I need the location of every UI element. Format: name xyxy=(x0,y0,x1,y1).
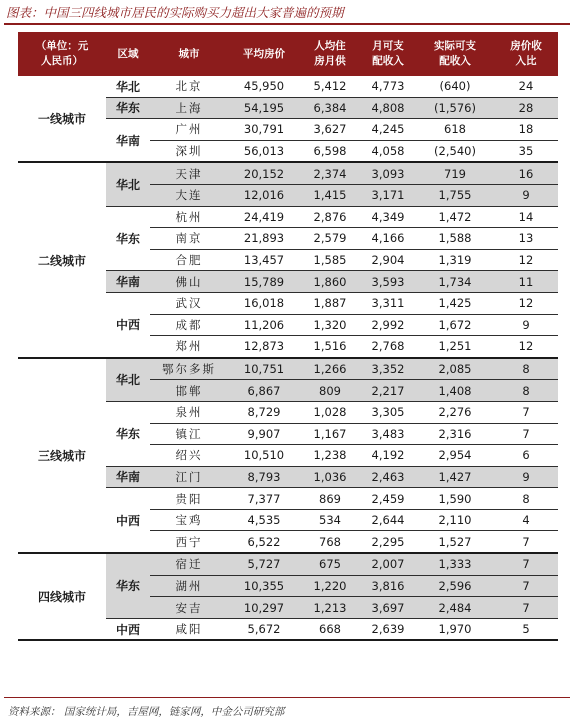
income-cell: 2,007 xyxy=(360,553,416,575)
city-cell: 上海 xyxy=(150,97,228,119)
region-cell: 华东 xyxy=(106,401,150,466)
ratio-cell: 24 xyxy=(494,76,558,97)
real-income-cell: 2,596 xyxy=(416,575,494,597)
city-cell: 邯郸 xyxy=(150,380,228,402)
region-cell: 华北 xyxy=(106,76,150,97)
city-cell: 宿迁 xyxy=(150,553,228,575)
ratio-cell: 12 xyxy=(494,336,558,358)
real-income-cell: 2,954 xyxy=(416,445,494,467)
price-cell: 11,206 xyxy=(228,314,300,336)
ratio-cell: 4 xyxy=(494,509,558,531)
price-cell: 6,867 xyxy=(228,380,300,402)
city-cell: 大连 xyxy=(150,184,228,206)
ratio-cell: 13 xyxy=(494,228,558,250)
ratio-cell: 7 xyxy=(494,531,558,553)
city-cell: 深圳 xyxy=(150,140,228,162)
city-cell: 广州 xyxy=(150,119,228,141)
title-rule xyxy=(4,23,570,25)
ratio-cell: 5 xyxy=(494,618,558,640)
price-cell: 4,535 xyxy=(228,509,300,531)
income-cell: 2,992 xyxy=(360,314,416,336)
region-cell: 中西 xyxy=(106,292,150,357)
real-income-cell: 1,319 xyxy=(416,249,494,271)
mortgage-cell: 6,384 xyxy=(300,97,360,119)
income-cell: 4,245 xyxy=(360,119,416,141)
real-income-cell: 719 xyxy=(416,162,494,184)
table-row xyxy=(18,553,558,575)
region-cell: 中西 xyxy=(106,488,150,553)
region-cell: 华南 xyxy=(106,466,150,488)
source-rule xyxy=(4,697,570,698)
price-cell: 8,729 xyxy=(228,401,300,423)
mortgage-cell: 2,374 xyxy=(300,162,360,184)
income-cell: 3,311 xyxy=(360,292,416,314)
city-cell: 镇江 xyxy=(150,423,228,445)
region-cell: 华东 xyxy=(106,553,150,618)
price-cell: 15,789 xyxy=(228,271,300,293)
real-income-cell: 1,527 xyxy=(416,531,494,553)
real-income-cell: 2,110 xyxy=(416,509,494,531)
region-cell: 华南 xyxy=(106,119,150,163)
real-income-cell: 1,251 xyxy=(416,336,494,358)
mortgage-cell: 1,887 xyxy=(300,292,360,314)
real-income-cell: 1,970 xyxy=(416,618,494,640)
real-income-cell: 1,408 xyxy=(416,380,494,402)
income-cell: 3,593 xyxy=(360,271,416,293)
ratio-cell: 7 xyxy=(494,597,558,619)
mortgage-cell: 768 xyxy=(300,531,360,553)
real-income-cell: 1,588 xyxy=(416,228,494,250)
table-row xyxy=(18,162,558,184)
city-cell: 鄂尔多斯 xyxy=(150,358,228,380)
real-income-cell: 2,276 xyxy=(416,401,494,423)
real-income-cell: 1,672 xyxy=(416,314,494,336)
real-income-cell: 2,085 xyxy=(416,358,494,380)
region-cell: 华北 xyxy=(106,358,150,402)
header-city: 城市 xyxy=(150,32,228,76)
ratio-cell: 8 xyxy=(494,488,558,510)
ratio-cell: 7 xyxy=(494,575,558,597)
real-income-cell: 1,472 xyxy=(416,206,494,228)
header-mortgage: 人均住 房月供 xyxy=(300,32,360,76)
real-income-cell: 2,316 xyxy=(416,423,494,445)
city-cell: 武汉 xyxy=(150,292,228,314)
mortgage-cell: 1,036 xyxy=(300,466,360,488)
mortgage-cell: 1,028 xyxy=(300,401,360,423)
ratio-cell: 7 xyxy=(494,553,558,575)
header-real-income: 实际可支 配收入 xyxy=(416,32,494,76)
mortgage-cell: 1,585 xyxy=(300,249,360,271)
source-note: 资料来源： 国家统计局，吉屋网，链家网，中金公司研究部 xyxy=(8,706,285,718)
mortgage-cell: 1,213 xyxy=(300,597,360,619)
income-cell: 3,171 xyxy=(360,184,416,206)
real-income-cell: 618 xyxy=(416,119,494,141)
mortgage-cell: 5,412 xyxy=(300,76,360,97)
table-body xyxy=(18,76,558,640)
income-cell: 3,305 xyxy=(360,401,416,423)
price-cell: 7,377 xyxy=(228,488,300,510)
ratio-cell: 12 xyxy=(494,249,558,271)
price-cell: 10,355 xyxy=(228,575,300,597)
city-cell: 合肥 xyxy=(150,249,228,271)
income-cell: 2,295 xyxy=(360,531,416,553)
income-cell: 2,217 xyxy=(360,380,416,402)
header-price: 平均房价 xyxy=(228,32,300,76)
header-income: 月可支 配收入 xyxy=(360,32,416,76)
city-cell: 天津 xyxy=(150,162,228,184)
mortgage-cell: 1,320 xyxy=(300,314,360,336)
header-ratio: 房价收 入比 xyxy=(494,32,558,76)
price-cell: 6,522 xyxy=(228,531,300,553)
price-cell: 12,873 xyxy=(228,336,300,358)
mortgage-cell: 2,876 xyxy=(300,206,360,228)
price-cell: 5,672 xyxy=(228,618,300,640)
mortgage-cell: 1,220 xyxy=(300,575,360,597)
ratio-cell: 7 xyxy=(494,423,558,445)
city-cell: 杭州 xyxy=(150,206,228,228)
table-header-row xyxy=(18,32,558,76)
income-cell: 2,644 xyxy=(360,509,416,531)
price-cell: 24,419 xyxy=(228,206,300,228)
purchasing-power-table xyxy=(18,32,558,641)
city-cell: 南京 xyxy=(150,228,228,250)
price-cell: 20,152 xyxy=(228,162,300,184)
city-cell: 宝鸡 xyxy=(150,509,228,531)
real-income-cell: 2,484 xyxy=(416,597,494,619)
income-cell: 3,352 xyxy=(360,358,416,380)
city-cell: 泉州 xyxy=(150,401,228,423)
income-cell: 3,483 xyxy=(360,423,416,445)
income-cell: 4,808 xyxy=(360,97,416,119)
ratio-cell: 16 xyxy=(494,162,558,184)
price-cell: 8,793 xyxy=(228,466,300,488)
price-cell: 54,195 xyxy=(228,97,300,119)
mortgage-cell: 6,598 xyxy=(300,140,360,162)
price-cell: 30,791 xyxy=(228,119,300,141)
ratio-cell: 6 xyxy=(494,445,558,467)
mortgage-cell: 1,266 xyxy=(300,358,360,380)
city-cell: 安吉 xyxy=(150,597,228,619)
region-cell: 华北 xyxy=(106,162,150,206)
income-cell: 2,639 xyxy=(360,618,416,640)
real-income-cell: 1,427 xyxy=(416,466,494,488)
price-cell: 9,907 xyxy=(228,423,300,445)
real-income-cell: (640) xyxy=(416,76,494,97)
ratio-cell: 9 xyxy=(494,184,558,206)
price-cell: 10,297 xyxy=(228,597,300,619)
income-cell: 2,904 xyxy=(360,249,416,271)
price-cell: 10,751 xyxy=(228,358,300,380)
ratio-cell: 7 xyxy=(494,401,558,423)
ratio-cell: 12 xyxy=(494,292,558,314)
region-cell: 华南 xyxy=(106,271,150,293)
ratio-cell: 35 xyxy=(494,140,558,162)
city-cell: 咸阳 xyxy=(150,618,228,640)
price-cell: 12,016 xyxy=(228,184,300,206)
mortgage-cell: 1,167 xyxy=(300,423,360,445)
real-income-cell: (2,540) xyxy=(416,140,494,162)
mortgage-cell: 668 xyxy=(300,618,360,640)
price-cell: 56,013 xyxy=(228,140,300,162)
page-title: 图表：中国三四线城市居民的实际购买力超出大家普遍的预期 xyxy=(6,5,344,20)
income-cell: 4,166 xyxy=(360,228,416,250)
city-cell: 绍兴 xyxy=(150,445,228,467)
city-cell: 北京 xyxy=(150,76,228,97)
city-cell: 成都 xyxy=(150,314,228,336)
income-cell: 2,768 xyxy=(360,336,416,358)
city-cell: 佛山 xyxy=(150,271,228,293)
header-region: 区域 xyxy=(106,32,150,76)
mortgage-cell: 2,579 xyxy=(300,228,360,250)
mortgage-cell: 3,627 xyxy=(300,119,360,141)
tier-cell: 二线城市 xyxy=(18,162,106,357)
real-income-cell: (1,576) xyxy=(416,97,494,119)
mortgage-cell: 869 xyxy=(300,488,360,510)
price-cell: 21,893 xyxy=(228,228,300,250)
tier-cell: 四线城市 xyxy=(18,553,106,640)
mortgage-cell: 1,415 xyxy=(300,184,360,206)
city-cell: 贵阳 xyxy=(150,488,228,510)
region-cell: 华东 xyxy=(106,97,150,119)
city-cell: 西宁 xyxy=(150,531,228,553)
real-income-cell: 1,755 xyxy=(416,184,494,206)
mortgage-cell: 534 xyxy=(300,509,360,531)
table-row xyxy=(18,358,558,380)
header-unit: （单位：元 人民币） xyxy=(18,32,106,76)
mortgage-cell: 675 xyxy=(300,553,360,575)
real-income-cell: 1,590 xyxy=(416,488,494,510)
mortgage-cell: 1,516 xyxy=(300,336,360,358)
income-cell: 3,093 xyxy=(360,162,416,184)
price-cell: 13,457 xyxy=(228,249,300,271)
mortgage-cell: 1,860 xyxy=(300,271,360,293)
income-cell: 4,058 xyxy=(360,140,416,162)
mortgage-cell: 1,238 xyxy=(300,445,360,467)
real-income-cell: 1,333 xyxy=(416,553,494,575)
mortgage-cell: 809 xyxy=(300,380,360,402)
income-cell: 2,463 xyxy=(360,466,416,488)
city-cell: 郑州 xyxy=(150,336,228,358)
price-cell: 45,950 xyxy=(228,76,300,97)
ratio-cell: 28 xyxy=(494,97,558,119)
income-cell: 4,773 xyxy=(360,76,416,97)
ratio-cell: 9 xyxy=(494,466,558,488)
income-cell: 2,459 xyxy=(360,488,416,510)
price-cell: 16,018 xyxy=(228,292,300,314)
region-cell: 中西 xyxy=(106,618,150,640)
real-income-cell: 1,425 xyxy=(416,292,494,314)
income-cell: 4,349 xyxy=(360,206,416,228)
tier-cell: 三线城市 xyxy=(18,358,106,553)
ratio-cell: 11 xyxy=(494,271,558,293)
ratio-cell: 9 xyxy=(494,314,558,336)
ratio-cell: 8 xyxy=(494,380,558,402)
ratio-cell: 18 xyxy=(494,119,558,141)
table-row xyxy=(18,76,558,97)
price-cell: 5,727 xyxy=(228,553,300,575)
real-income-cell: 1,734 xyxy=(416,271,494,293)
ratio-cell: 8 xyxy=(494,358,558,380)
city-cell: 江门 xyxy=(150,466,228,488)
city-cell: 湖州 xyxy=(150,575,228,597)
ratio-cell: 14 xyxy=(494,206,558,228)
tier-cell: 一线城市 xyxy=(18,76,106,162)
price-cell: 10,510 xyxy=(228,445,300,467)
income-cell: 4,192 xyxy=(360,445,416,467)
region-cell: 华东 xyxy=(106,206,150,271)
income-cell: 3,816 xyxy=(360,575,416,597)
income-cell: 3,697 xyxy=(360,597,416,619)
